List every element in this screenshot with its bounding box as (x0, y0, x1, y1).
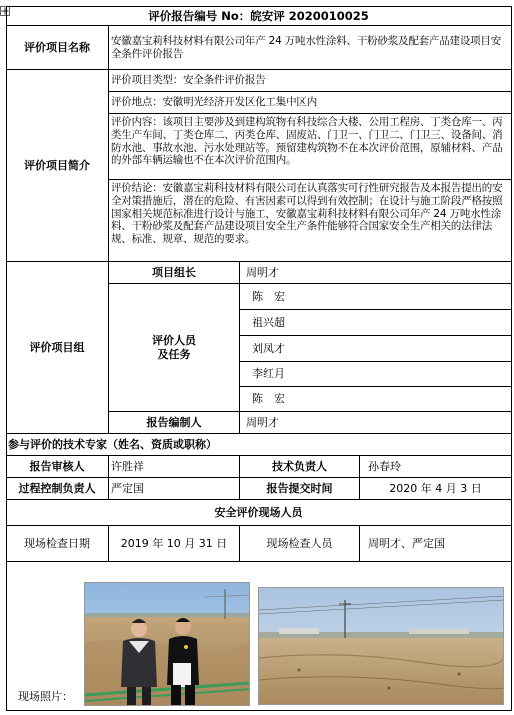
writer-name: 周明才 (240, 412, 512, 434)
project-name-label: 评价项目名称 (6, 26, 109, 70)
leader-label: 项目组长 (109, 262, 240, 284)
process-name: 严定国 (109, 478, 240, 500)
writer-label: 报告编制人 (109, 412, 240, 434)
tech-lead-label: 技术负责人 (240, 456, 360, 478)
report-number: 评价报告编号 No：皖安评 2020010025 (6, 6, 512, 26)
tech-lead-name: 孙春玲 (360, 456, 512, 478)
site-date: 2019 年 10 月 31 日 (109, 526, 240, 562)
project-intro-label: 评价项目简介 (6, 70, 109, 262)
submit-date: 2020 年 4 月 3 日 (360, 478, 512, 500)
process-label: 过程控制负责人 (6, 478, 109, 500)
reviewer-label: 报告审核人 (6, 456, 109, 478)
submit-label: 报告提交时间 (240, 478, 360, 500)
project-content: 评价内容：该项目主要涉及到建构筑物有科技综合大楼、公用工程房、丁类仓库一、丙类生产车间、丁类仓库二、丙类仓库、固废站、门卫一、门卫二、门卫三、设备间、消防水池、事故水池、污水处理站等。预留建构筑物不在本次评价范围，原辅材料、产品的外部车辆运输也不在本次评价范围内。 (109, 114, 512, 180)
site-photo-inspectors (84, 582, 250, 706)
member-name: 李红月 (240, 362, 512, 387)
site-photos-label: 现场照片： (18, 690, 73, 703)
photos-cell (6, 562, 512, 711)
project-location: 评价地点：安徽明光经济开发区化工集中区内 (109, 92, 512, 114)
team-label: 评价项目组 (6, 262, 109, 434)
members-label (109, 284, 240, 412)
site-date-label: 现场检查日期 (6, 526, 109, 562)
evaluation-report-form (6, 6, 512, 711)
member-name: 刘凤才 (240, 336, 512, 362)
project-conclusion: 评价结论：安徽嘉宝莉科技材料有限公司在认真落实可行性研究报告及本报告提出的安全对策措施后，潜在的危险、有害因素可以得到有效控制；在设计与施工阶段严格按照国家相关规范标准进行设计与施工，安徽嘉宝莉科技材料有限公司年产 24 万吨水性涂料、干粉砂浆及配套产品建设项目安全生产条件能够符合国家安全生产相关的法律法规、标准、规章、规范的要求。 (109, 180, 512, 262)
member-name: 陈 宏 (240, 284, 512, 310)
project-type: 评价项目类型：安全条件评价报告 (109, 70, 512, 92)
site-people-label: 现场检查人员 (240, 526, 360, 562)
members-label-line-1: 评价人员 (152, 333, 196, 347)
members-label-line-2: 及任务 (157, 347, 191, 361)
project-name-value: 安徽嘉宝莉科技材料有限公司年产 24 万吨水性涂料、干粉砂浆及配套产品建设项目安全条件评价报告 (109, 26, 512, 70)
member-name: 祖兴超 (240, 310, 512, 336)
site-people: 周明才、严定国 (360, 526, 512, 562)
experts-label: 参与评价的技术专家（姓名、资质或职称） (6, 434, 512, 456)
leader-name: 周明才 (240, 262, 512, 284)
site-photo-field (258, 587, 504, 705)
member-name: 陈 宏 (240, 387, 512, 412)
site-section-title: 安全评价现场人员 (6, 500, 512, 526)
reviewer-name: 许胜祥 (109, 456, 240, 478)
